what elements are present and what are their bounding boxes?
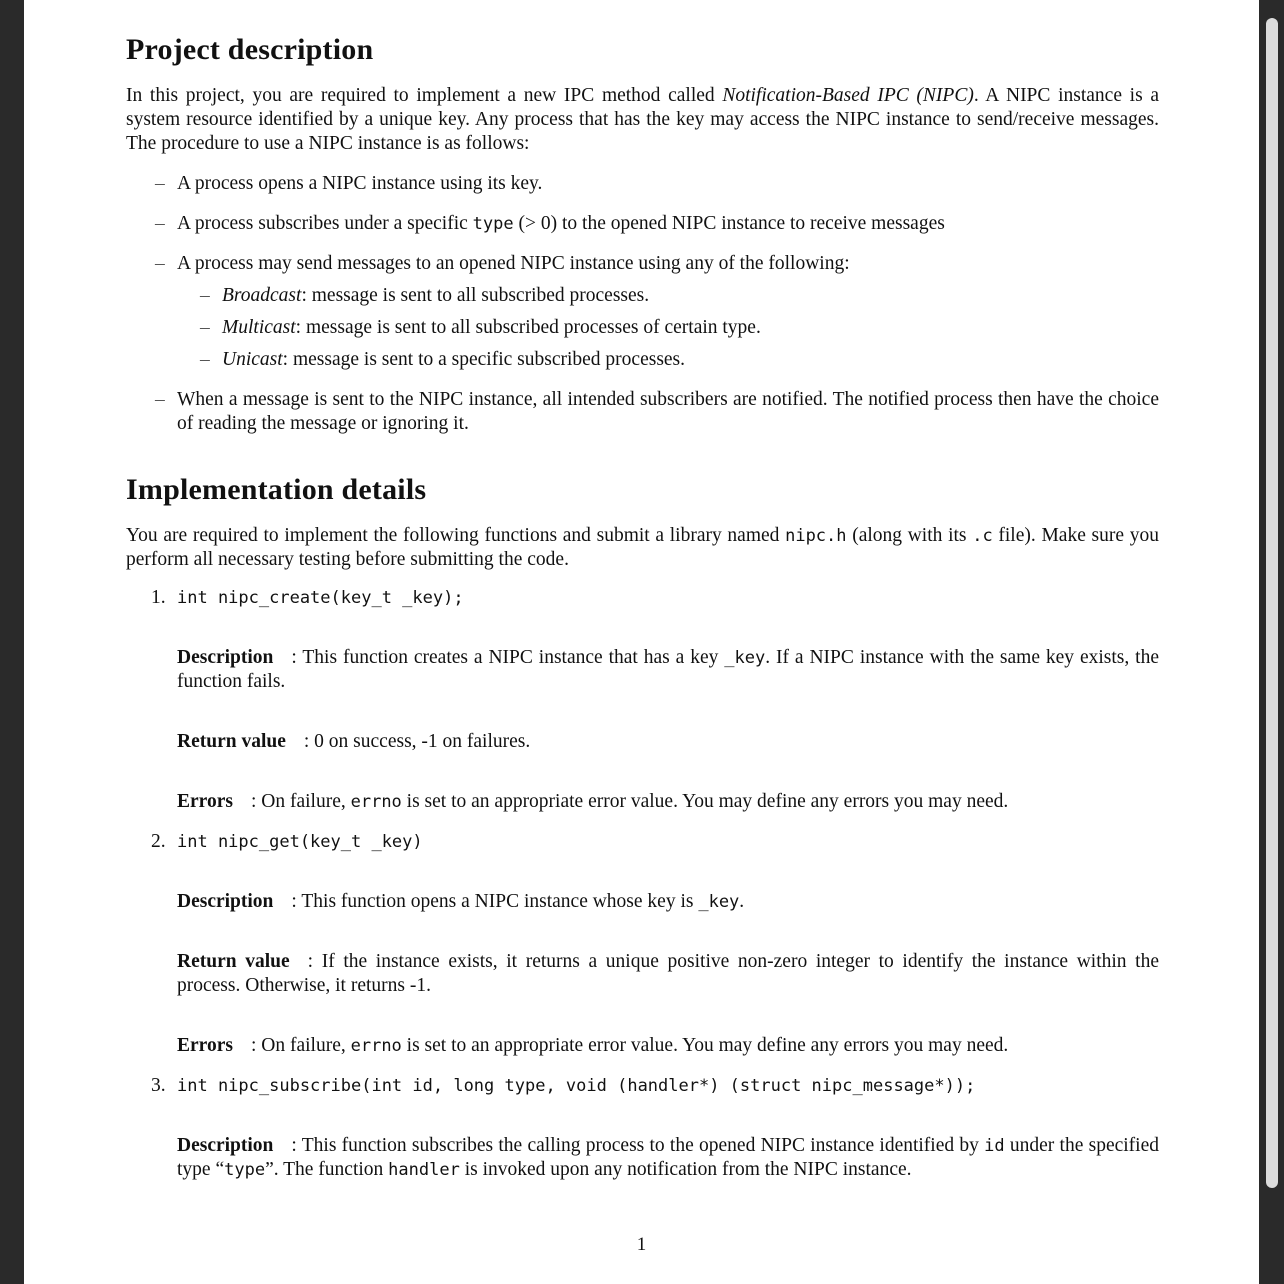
function-item: [126, 1074, 1159, 1182]
procedure-list: [126, 172, 1159, 436]
send-methods-list: [177, 284, 1159, 372]
function-errors: Errors : On failure, errno is set to an appropriate error value. You may define any errors you may need.: [177, 791, 1009, 812]
project-intro-paragraph: In this project, you are required to implement a new IPC method called Notification-Based IPC (NIPC). A NIPC instance is a system resource identified by a unique key. Any process that has the key may access the NIPC instance to send/receive messages. The procedure to use a NIPC instance is as follows:: [126, 85, 1159, 154]
function-signature: int nipc_create(key_t _key);: [177, 588, 464, 608]
function-item: [126, 830, 1159, 1058]
section-title-project: Project description: [126, 33, 374, 66]
nipc-name: Notification-Based IPC (NIPC): [722, 85, 974, 106]
list-item: – A process subscribes under a specific type (> 0) to the opened NIPC instance to receive messages: [126, 212, 1159, 236]
function-description: Description : This function creates a NIPC instance that has a key _key. If a NIPC instance with the same key exists, the function fails.: [177, 647, 1159, 692]
function-return-value: Return value : If the instance exists, it returns a unique positive non-zero integer to identify the instance within the process. Otherwise, it returns -1.: [177, 951, 1160, 996]
function-description: Description : This function opens a NIPC instance whose key is _key.: [177, 891, 745, 912]
list-item: – Unicast: message is sent to a specific subscribed processes.: [177, 348, 1159, 372]
functions-list: [126, 586, 1159, 1182]
scrollbar[interactable]: [1259, 0, 1284, 1284]
function-item: [126, 586, 1159, 814]
document-page: [24, 0, 1259, 1284]
function-number: 1.: [151, 587, 166, 608]
page-content: [126, 30, 1159, 1182]
impl-intro-paragraph: You are required to implement the following functions and submit a library named nipc.h (along with its .c file). Make sure you perform all necessary testing before submitting the code.: [126, 525, 1159, 570]
list-item: – A process may send messages to an opened NIPC instance using any of the following: – Broadcast: message is sent to all subscribed processes. – Multicast: message is sent to all subscribed processes of certain type. – Unicast: message is sent to a specific subscribed processes.: [126, 252, 1159, 372]
scrollbar-thumb[interactable]: [1266, 18, 1278, 1188]
left-gutter: [0, 0, 24, 1284]
list-item: – Multicast: message is sent to all subscribed processes of certain type.: [177, 316, 1159, 340]
function-errors: Errors : On failure, errno is set to an appropriate error value. You may define any errors you may need.: [177, 1035, 1009, 1056]
function-description: Description : This function subscribes the calling process to the opened NIPC instance identified by id under the specified type “type”. The function handler is invoked upon any notification from the NIPC instance.: [177, 1135, 1159, 1180]
function-return-value: Return value : 0 on success, -1 on failures.: [177, 731, 531, 752]
section-title-implementation: Implementation details: [126, 473, 427, 506]
function-signature: int nipc_get(key_t _key): [177, 832, 423, 852]
function-number: 2.: [151, 831, 166, 852]
list-item: – A process opens a NIPC instance using its key.: [126, 172, 1159, 196]
list-item: – When a message is sent to the NIPC instance, all intended subscribers are notified. The notified process then have the choice of reading the message or ignoring it.: [126, 388, 1159, 436]
function-signature: int nipc_subscribe(int id, long type, void (handler*) (struct nipc_message*));: [177, 1076, 976, 1096]
list-item: – Broadcast: message is sent to all subscribed processes.: [177, 284, 1159, 308]
function-number: 3.: [151, 1075, 166, 1096]
page-number: 1: [636, 1234, 647, 1255]
